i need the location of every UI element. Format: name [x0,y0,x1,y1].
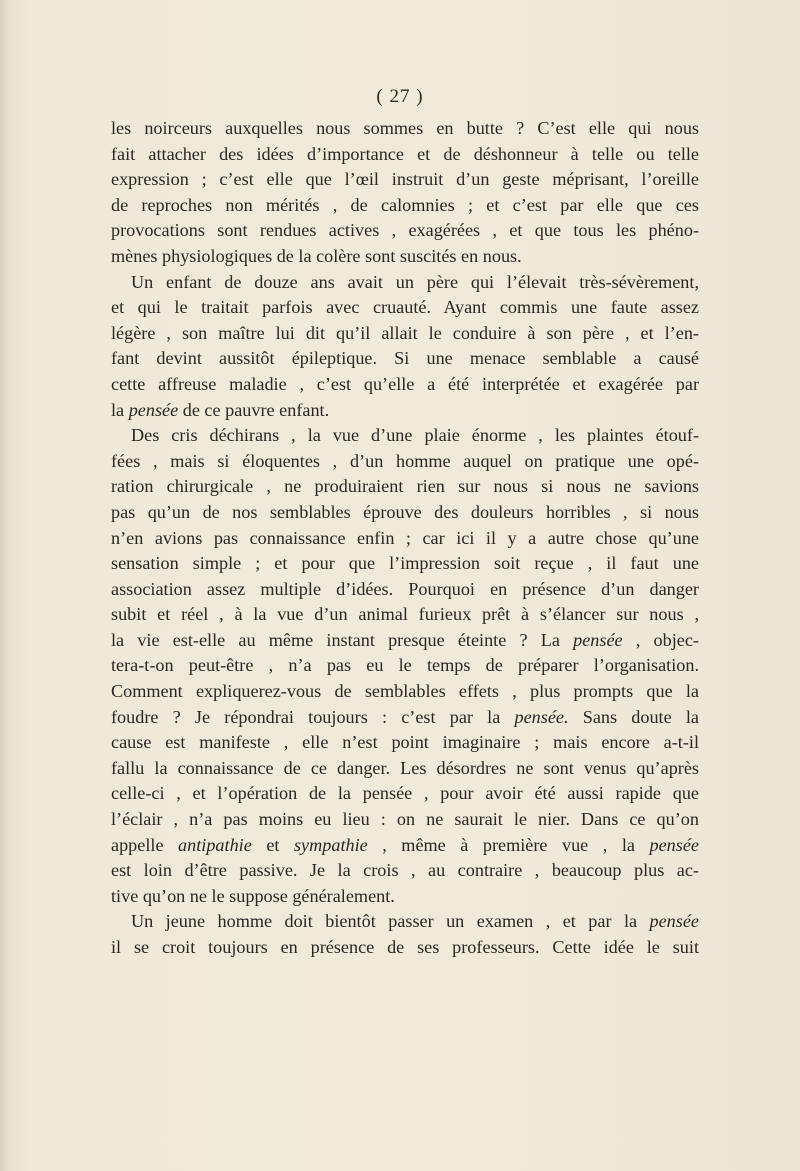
text-segment: tera-t-on peut-être , n’a pas eu le temps de préparer l’organisation. [111,655,699,676]
text-segment: fées , mais si éloquentes , d’un homme auquel on pratique une opé- [111,450,699,471]
body-text [111,116,699,961]
text-segment: Des cris déchirans , la vue d’une plaie énorme , les plaintes étouf- [131,425,699,446]
text-segment: Comment expliquerez-vous de semblables effets , plus prompts que la [111,681,699,702]
text-segment: Un jeune homme doit bientôt passer un examen , et par la [131,911,650,932]
text-line [111,423,699,449]
text-line [111,551,699,577]
text-segment: foudre ? Je répondrai toujours : c’est par la [111,706,515,727]
text-line [111,705,699,731]
text-segment: tive qu’on ne le suppose généralement. [111,885,395,906]
emphasized-text: pensée [573,629,623,650]
text-line [111,653,699,679]
emphasized-text: pensée. [514,706,569,727]
text-line [111,449,699,475]
text-segment: fait attacher des idées d’importance et de déshonneur à telle ou telle [111,143,699,164]
text-segment: fant devint aussitôt épileptique. Si une menace semblable a causé [111,348,699,369]
text-segment: cette affreuse maladie , c’est qu’elle a été interprétée et exagérée par [111,373,699,394]
emphasized-text: antipathie [178,834,252,855]
text-segment: les noirceurs auxquelles nous sommes en butte ? C’est elle qui nous [111,118,699,138]
text-line [111,142,699,168]
emphasized-text: sympathie , [293,834,387,855]
text-line [111,628,699,654]
text-line [111,679,699,705]
text-segment: association assez multiple d’idées. Pourquoi en présence d’un danger [111,578,699,599]
text-line [111,474,699,500]
text-line [111,346,699,372]
text-segment: est loin d’être passive. Je la crois , au contraire , beaucoup plus ac- [111,860,699,881]
text-line [111,909,699,935]
text-segment: pas qu’un de nos semblables éprouve des douleurs horribles , si nous [111,501,699,522]
text-segment: la [111,399,129,420]
text-segment: même à première vue , la [386,834,650,855]
text-segment: il se croit toujours en présence de ses professeurs. Cette idée le suit [111,937,699,957]
text-segment: cause est manifeste , elle n’est point imaginaire ; mais encore a-t-il [111,732,699,753]
text-segment: de reproches non mérités , de calomnies ; et c’est par elle que ces [111,194,699,215]
text-segment: de ce pauvre enfant. [178,399,330,420]
text-segment: fallu la connaissance de ce danger. Les désordres ne sont venus qu’après [111,757,699,778]
text-segment: mènes physiologiques de la colère sont suscités en nous. [111,245,522,266]
text-line [111,807,699,833]
text-line [111,756,699,782]
text-line [111,935,699,961]
text-segment: sensation simple ; et pour que l’impression soit reçue , il faut une [111,553,699,574]
text-segment: expression ; c’est elle que l’œil instruit d’un geste méprisant, l’oreille [111,169,699,190]
text-line [111,372,699,398]
text-line [111,295,699,321]
text-segment: ration chirurgicale , ne produiraient rien sur nous si nous ne savions [111,476,699,497]
page-number: ( 27 ) [376,86,424,107]
emphasized-text: pensée [649,911,699,932]
text-line [111,577,699,603]
text-segment: n’en avions pas connaissance enfin ; car ici il y a autre chose qu’une [111,527,699,548]
text-line [111,244,699,270]
text-segment: subit et réel , à la vue d’un animal furieux prêt à s’élancer sur nous , [111,604,699,625]
text-segment: appelle [111,834,179,855]
text-segment: Un enfant de douze ans avait un père qui l’élevait très-sévèrement, [131,271,699,292]
text-line [111,526,699,552]
text-segment: la vie est-elle au même instant presque éteinte ? La [111,629,574,650]
text-line [111,398,699,424]
text-segment: et [251,834,294,855]
text-segment: légère , son maître lui dit qu’il allait le conduire à son père , et l’en- [111,322,699,343]
text-segment: Sans doute la [568,706,699,727]
text-line [111,730,699,756]
text-line [111,884,699,910]
text-segment: celle-ci , et l’opération de la pensée , pour avoir été aussi rapide que [111,783,699,804]
text-segment: , objec- [622,629,699,650]
text-line [111,167,699,193]
text-line [111,193,699,219]
text-line [111,270,699,296]
text-line [111,218,699,244]
text-segment: provocations sont rendues actives , exagérées , et que tous les phéno- [111,220,699,241]
text-line [111,858,699,884]
text-segment: l’éclair , n’a pas moins eu lieu : on ne saurait le nier. Dans ce qu’on [111,809,699,830]
text-segment: et qui le traitait parfois avec cruauté. Ayant commis une faute assez [111,297,699,318]
text-line [111,500,699,526]
emphasized-text: pensée [128,399,179,420]
text-line [111,602,699,628]
text-line [111,116,699,142]
emphasized-text: pensée [649,834,699,855]
text-line [111,321,699,347]
text-line [111,833,699,859]
text-line [111,781,699,807]
